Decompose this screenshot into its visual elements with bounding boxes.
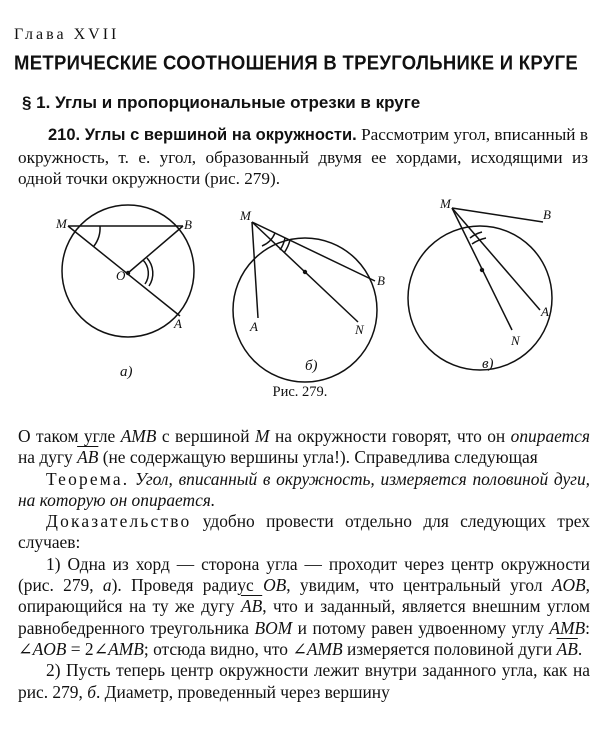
- paragraph-210-title: 210. Углы с вершиной на окружности.: [48, 126, 357, 144]
- text-run: с вершиной: [156, 426, 255, 446]
- math-arc-ab: $\overline{AB}$: [77, 447, 99, 468]
- math-arc-ab: $\overline{AB}$: [240, 596, 263, 617]
- case-2: [18, 660, 590, 703]
- text-run: = 2∠: [66, 638, 109, 659]
- math-aob: AOB: [32, 638, 67, 659]
- math-amb: AMB: [549, 617, 586, 638]
- theorem-label: Теорема.: [46, 468, 130, 489]
- text-run: 2) Пусть теперь центр окружности лежит внутри заданного угла, как на рис. 279,: [18, 660, 590, 702]
- paragraph-210: [18, 124, 588, 190]
- proof-label: Доказательство: [46, 511, 192, 532]
- text-run: . Диаметр, проведенный через вершину: [95, 681, 390, 702]
- text-run: удобно провести отдельно для следующих трех случаев:: [18, 511, 590, 553]
- section-title: § 1. Углы и пропорциональные отрезки в круге: [22, 93, 421, 112]
- fig-a-angle-mark: [94, 226, 100, 246]
- math-aob: AOB: [551, 575, 586, 596]
- fig-c-angle-mark: [470, 232, 482, 238]
- case-1: [18, 554, 590, 660]
- figure-caption: Рис. 279.: [272, 384, 328, 400]
- text-run: О таком угле: [18, 426, 121, 446]
- text-run: измеряется половиной дуги: [342, 638, 557, 659]
- fig-b-chord-mb: [252, 222, 375, 281]
- fig-b-angle-mark: [262, 233, 275, 246]
- body-text: [18, 426, 590, 703]
- fig-c-label-n: N: [511, 333, 520, 348]
- text-run: ). Проведя радиус: [111, 575, 264, 596]
- theorem-text: Угол, вписанный в окружность, измеряется половиной дуги, на которую он опирается.: [18, 468, 590, 510]
- text-run: на дугу: [18, 447, 78, 468]
- fig-a-radius-ob: [128, 226, 183, 273]
- text-run: , что и заданный, является внешним углом равнобедренного треугольника: [18, 596, 590, 638]
- text-run: и потому равен удвоенному углу: [292, 617, 550, 638]
- fig-b-label-m: M: [240, 208, 251, 223]
- theorem: [18, 469, 590, 512]
- figure-279: [0, 198, 600, 408]
- chapter-title: МЕТРИЧЕСКИЕ СООТНОШЕНИЯ В ТРЕУГОЛЬНИКЕ И КРУГЕ: [14, 51, 579, 74]
- math-ob: OB: [263, 575, 287, 596]
- math-m: M: [255, 426, 270, 446]
- fig-c-label-b: B: [543, 207, 551, 222]
- fig-c-sublabel: в): [482, 356, 494, 372]
- math-arc-ab: $\overline{AB}$: [556, 638, 578, 659]
- fig-b-label-a: A: [250, 319, 258, 334]
- text-run: .: [577, 638, 583, 659]
- fig-a-sublabel: а): [120, 364, 133, 380]
- proof: [18, 511, 590, 554]
- math-amb: AMB: [306, 638, 343, 659]
- fig-c-label-a: A: [541, 304, 549, 319]
- fig-b-sublabel: б): [305, 358, 318, 374]
- emph-word: опирается: [510, 426, 590, 446]
- math-amb: AMB: [108, 638, 144, 659]
- fig-a-label-b: B: [184, 217, 192, 232]
- fig-c-label-m: M: [440, 198, 451, 211]
- fig-c-chord-mb: [452, 208, 543, 222]
- chapter-label: Глава XVII: [14, 26, 120, 43]
- text-run: , увидим, что центральный угол: [286, 575, 552, 596]
- text-run: , опирающийся на ту же дугу: [18, 575, 591, 617]
- fig-b-label-n: N: [355, 322, 364, 337]
- text-run: на окружности говорят, что он: [269, 426, 511, 446]
- paragraph-210-text: Рассмотрим угол, вписанный в окружность, т. е. угол, образованный двумя ее хордами, исходящими из одной точки окружности (рис. 279).: [18, 125, 588, 188]
- fig-a-label-o: O: [116, 268, 126, 283]
- math-amb: AMB: [120, 426, 157, 446]
- math-ref: б: [87, 681, 96, 702]
- text-run: : ∠: [18, 617, 590, 659]
- text-run: (не содержащую вершины угла!). Справедлива следующая: [98, 447, 538, 468]
- fig-a-label-a: A: [174, 316, 182, 331]
- fig-a-label-m: M: [56, 216, 67, 231]
- text-run: 1) Одна из хорд — сторона угла — проходит через центр окружности (рис. 279,: [18, 553, 590, 596]
- text-run: ; отсюда видно, что ∠: [143, 638, 307, 659]
- fig-a-central-mark: [143, 260, 148, 284]
- body-para-1: [18, 426, 590, 469]
- fig-b-label-b: B: [377, 273, 385, 288]
- fig-b-chord-ma: [252, 222, 258, 318]
- math-bom: BOM: [254, 617, 293, 638]
- math-ref: а: [102, 575, 112, 596]
- fig-c-chord-ma: [452, 208, 540, 310]
